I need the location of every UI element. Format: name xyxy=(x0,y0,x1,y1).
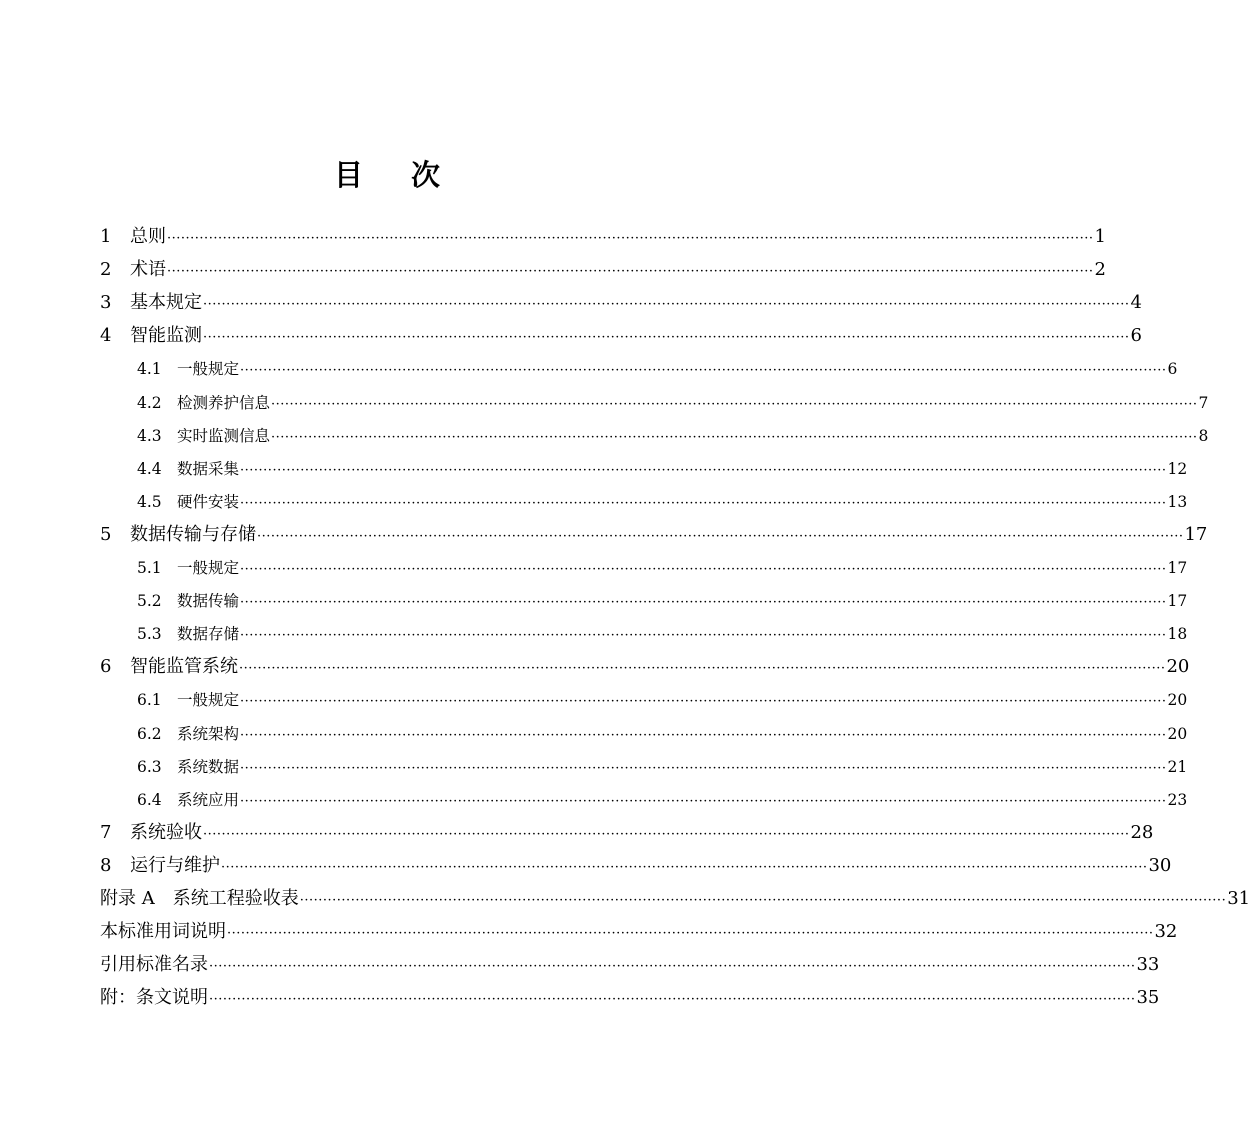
toc-entry-number: 1 xyxy=(100,226,112,247)
dot-leader: ········································································································································································································ xyxy=(221,859,1148,875)
title-part-2: 次 xyxy=(411,158,441,192)
toc-entry-number: 5.1 xyxy=(137,559,162,577)
toc-entry-label: 附录 A 系统工程验收表 xyxy=(100,888,299,909)
dot-leader: ········································································································································································································ xyxy=(240,495,1167,511)
toc-entry-label: 数据传输 xyxy=(177,592,240,611)
toc-entry-number: 8 xyxy=(100,854,112,876)
toc-entry-page: 33 xyxy=(1136,954,1160,976)
toc-entry-number: 6.3 xyxy=(137,757,162,776)
dot-leader: ········································································································································································································ xyxy=(240,760,1167,776)
toc-entry-label: 本标准用词说明 xyxy=(100,921,226,943)
toc-entry-number: 4.1 xyxy=(137,360,162,379)
toc-entry-page: 23 xyxy=(1167,790,1188,809)
toc-entry[interactable] xyxy=(100,654,1190,680)
dot-leader: ········································································································································································································ xyxy=(240,363,1167,379)
toc-entry-number: 6.4 xyxy=(137,790,162,809)
dot-leader: ········································································································································································································ xyxy=(240,562,1167,577)
toc-entry-number: 4.2 xyxy=(137,393,162,412)
toc-entry[interactable] xyxy=(137,456,1188,482)
toc-entry-label: 基本规定 xyxy=(130,292,202,314)
toc-entry[interactable] xyxy=(137,390,1209,416)
toc-entry-number: 6 xyxy=(100,656,112,678)
toc-entry-label: 附：条文说明 xyxy=(100,987,208,1009)
toc-entry-label: 一般规定 xyxy=(177,691,240,710)
toc-entry-number: 4.3 xyxy=(137,426,162,445)
toc-entry[interactable] xyxy=(100,820,1154,846)
toc-entry-page: 7 xyxy=(1198,393,1209,412)
toc-entry-label: 硬件安装 xyxy=(177,492,240,511)
toc-entry[interactable] xyxy=(100,919,1178,945)
toc-entry-label: 数据采集 xyxy=(177,459,240,478)
dot-leader: ········································································································································································································ xyxy=(203,330,1130,346)
dot-leader: ········································································································································································································ xyxy=(240,727,1167,743)
toc-entry-number: 2 xyxy=(100,259,112,281)
toc-entry-label: 系统验收 xyxy=(130,821,202,843)
dot-leader: ········································································································································································································ xyxy=(240,793,1167,809)
toc-entry-page: 12 xyxy=(1167,459,1188,478)
toc-entry-page: 20 xyxy=(1167,691,1188,710)
toc-entry[interactable] xyxy=(100,522,1208,548)
toc-entry-label: 检测养护信息 xyxy=(177,393,271,412)
dot-leader: ········································································································································································································ xyxy=(240,595,1167,611)
toc-entry-page: 20 xyxy=(1167,724,1188,743)
toc-entry[interactable] xyxy=(100,952,1160,978)
toc-entry-page: 21 xyxy=(1167,757,1188,776)
toc-entry-page: 8 xyxy=(1198,426,1209,445)
toc-entry-label: 一般规定 xyxy=(177,559,240,577)
toc-entry[interactable] xyxy=(100,323,1142,349)
toc-entry[interactable] xyxy=(137,555,1188,581)
toc-entry-label: 智能监测 xyxy=(130,325,202,347)
dot-leader: ········································································································································································································ xyxy=(209,992,1136,1008)
dot-leader: ········································································································································································································ xyxy=(239,661,1166,677)
toc-entry-label: 数据传输与存储 xyxy=(130,523,256,545)
toc-entry-page: 32 xyxy=(1154,921,1178,943)
dot-leader: ········································································································································································································ xyxy=(203,297,1130,313)
toc-entry-page: 4 xyxy=(1130,292,1142,314)
toc-entry-label: 系统应用 xyxy=(177,790,240,809)
toc-entry-label: 术语 xyxy=(130,259,166,281)
toc-entry[interactable] xyxy=(100,224,1106,250)
toc-entry-number: 5.3 xyxy=(137,625,162,644)
dot-leader: ········································································································································································································ xyxy=(209,959,1136,975)
toc-entry-label: 引用标准名录 xyxy=(100,954,208,976)
dot-leader: ········································································································································································································ xyxy=(167,231,1094,246)
toc-entry-page: 6 xyxy=(1167,360,1178,379)
toc-entry[interactable] xyxy=(137,787,1188,813)
toc-entry[interactable] xyxy=(137,489,1188,515)
toc-entry[interactable] xyxy=(100,290,1142,316)
dot-leader: ········································································································································································································ xyxy=(271,396,1198,412)
dot-leader: ········································································································································································································ xyxy=(240,462,1167,478)
toc-entry[interactable] xyxy=(100,886,1250,912)
dot-leader: ········································································································································································································ xyxy=(240,628,1167,644)
toc-entry-number: 4.5 xyxy=(137,492,162,511)
toc-entry-page: 20 xyxy=(1166,656,1190,678)
toc-entry-number: 3 xyxy=(100,292,112,314)
toc-entry[interactable] xyxy=(137,423,1209,449)
dot-leader: ········································································································································································································ xyxy=(227,926,1154,942)
toc-entry-label: 系统架构 xyxy=(177,724,240,743)
toc-entry-label: 运行与维护 xyxy=(130,854,220,876)
toc-entry-number: 4.4 xyxy=(137,459,162,478)
toc-entry-number: 5.2 xyxy=(137,592,162,611)
toc-entry-page: 17 xyxy=(1167,592,1188,611)
toc-entry-number: 7 xyxy=(100,821,112,843)
toc-entry-number: 5 xyxy=(100,523,112,545)
dot-leader: ········································································································································································································ xyxy=(257,528,1184,544)
dot-leader: ········································································································································································································ xyxy=(167,264,1094,280)
toc-entry[interactable] xyxy=(100,853,1172,879)
toc-entry-label: 一般规定 xyxy=(177,360,240,379)
toc-entry[interactable] xyxy=(100,985,1160,1011)
toc-entry-number: 6.1 xyxy=(137,691,162,710)
toc-entry-page: 30 xyxy=(1148,854,1172,876)
toc-entry-label: 数据存储 xyxy=(177,625,240,644)
toc-entry[interactable] xyxy=(137,687,1188,713)
toc-entry-label: 总则 xyxy=(130,226,166,247)
toc-entry-page: 31 xyxy=(1227,888,1250,909)
toc-entry-label: 系统数据 xyxy=(177,757,240,776)
toc-entry-page: 17 xyxy=(1167,559,1188,577)
toc-entry[interactable] xyxy=(137,621,1188,647)
toc-entry-page: 18 xyxy=(1167,625,1188,644)
toc-entry-page: 17 xyxy=(1184,523,1208,545)
toc-entry[interactable] xyxy=(137,721,1188,747)
toc-entry[interactable] xyxy=(100,257,1106,283)
title-part-1: 目 xyxy=(333,158,363,192)
toc-entry[interactable] xyxy=(137,754,1188,780)
dot-leader: ········································································································································································································ xyxy=(203,826,1130,842)
toc-entry-label: 智能监管系统 xyxy=(130,656,238,678)
toc-entry-number: 4 xyxy=(100,325,112,347)
toc-entry[interactable] xyxy=(137,588,1188,614)
toc-entry-page: 1 xyxy=(1094,226,1106,247)
toc-entry-label: 实时监测信息 xyxy=(177,426,271,445)
dot-leader: ········································································································································································································ xyxy=(271,429,1198,445)
toc-entry[interactable] xyxy=(137,356,1178,382)
dot-leader: ········································································································································································································ xyxy=(240,694,1167,710)
toc-entry-page: 6 xyxy=(1130,325,1142,347)
toc-entry-number: 6.2 xyxy=(137,724,162,743)
toc-entry-page: 35 xyxy=(1136,987,1160,1009)
toc-entry-page: 2 xyxy=(1094,259,1106,281)
dot-leader: ········································································································································································································ xyxy=(299,893,1227,908)
toc-entry-page: 28 xyxy=(1130,821,1154,843)
toc-entry-page: 13 xyxy=(1167,492,1188,511)
